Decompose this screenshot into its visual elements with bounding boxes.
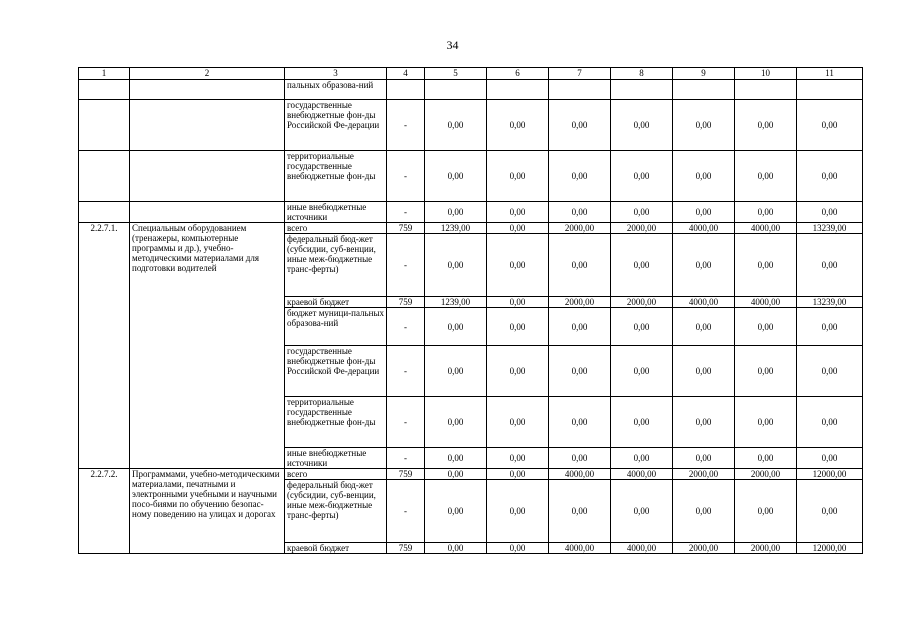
- item-code: 2.2.7.2.: [79, 469, 130, 554]
- name-cell: [130, 80, 285, 100]
- value-cell: 2000,00: [735, 469, 797, 480]
- source-cell: территориальные государственные внебюджетные фон-ды: [285, 397, 387, 448]
- kbk-cell: 759: [387, 469, 425, 480]
- value-cell: 0,00: [611, 480, 673, 543]
- table-row: [79, 469, 863, 480]
- value-cell: 12000,00: [797, 469, 863, 480]
- source-cell: государственные внебюджетные фон-ды Российской Фе-дерации: [285, 346, 387, 397]
- value-cell: 0,00: [611, 397, 673, 448]
- column-header: 8: [611, 68, 673, 80]
- name-cell: [130, 202, 285, 223]
- value-cell: 0,00: [673, 308, 735, 346]
- value-cell: 0,00: [673, 151, 735, 202]
- source-cell: краевой бюджет: [285, 297, 387, 308]
- value-cell: 4000,00: [549, 543, 611, 554]
- value-cell: 0,00: [549, 346, 611, 397]
- item-code: 2.2.7.1.: [79, 223, 130, 469]
- value-cell: 0,00: [425, 100, 487, 151]
- source-cell: бюджет муници-пальных образова-ний: [285, 308, 387, 346]
- value-cell: 0,00: [611, 448, 673, 469]
- value-cell: 0,00: [735, 480, 797, 543]
- kbk-cell: -: [387, 151, 425, 202]
- header-row: [79, 68, 863, 80]
- source-cell: краевой бюджет: [285, 543, 387, 554]
- kbk-cell: -: [387, 448, 425, 469]
- value-cell: 0,00: [797, 308, 863, 346]
- value-cell: 0,00: [673, 480, 735, 543]
- kbk-cell: -: [387, 100, 425, 151]
- value-cell: 0,00: [425, 346, 487, 397]
- value-cell: 0,00: [549, 202, 611, 223]
- page-number: 34: [446, 38, 459, 52]
- source-cell: федеральный бюд-жет (субсидии, суб-венции, иные меж-бюджетные транс-ферты): [285, 234, 387, 297]
- value-cell: 0,00: [549, 397, 611, 448]
- value-cell: 0,00: [735, 100, 797, 151]
- value-cell: 2000,00: [611, 297, 673, 308]
- value-cell: 0,00: [549, 151, 611, 202]
- value-cell: 2000,00: [549, 223, 611, 234]
- table-row: [79, 80, 863, 100]
- value-cell: 0,00: [487, 448, 549, 469]
- name-cell: [130, 100, 285, 151]
- value-cell: 0,00: [425, 202, 487, 223]
- value-cell: 4000,00: [673, 223, 735, 234]
- kbk-cell: 759: [387, 297, 425, 308]
- value-cell: 0,00: [487, 397, 549, 448]
- source-cell: иные внебюджетные источники: [285, 202, 387, 223]
- column-header: 6: [487, 68, 549, 80]
- value-cell: 0,00: [549, 480, 611, 543]
- value-cell: 0,00: [487, 234, 549, 297]
- value-cell: 2000,00: [611, 223, 673, 234]
- source-cell: иные внебюджетные источники: [285, 448, 387, 469]
- value-cell: 0,00: [425, 543, 487, 554]
- value-cell: 0,00: [735, 308, 797, 346]
- column-header: 1: [79, 68, 130, 80]
- table-row: [79, 202, 863, 223]
- kbk-cell: -: [387, 397, 425, 448]
- value-cell: 0,00: [487, 308, 549, 346]
- value-cell: 0,00: [611, 308, 673, 346]
- value-cell: 0,00: [797, 448, 863, 469]
- kbk-cell: -: [387, 308, 425, 346]
- value-cell: 0,00: [487, 346, 549, 397]
- value-cell: 12000,00: [797, 543, 863, 554]
- value-cell: 0,00: [549, 234, 611, 297]
- value-cell: 4000,00: [735, 223, 797, 234]
- column-header: 7: [549, 68, 611, 80]
- value-cell: 0,00: [487, 151, 549, 202]
- source-cell: территориальные государственные внебюджетные фон-ды: [285, 151, 387, 202]
- source-cell: федеральный бюд-жет (субсидии, суб-венции, иные меж-бюджетные транс-ферты): [285, 480, 387, 543]
- value-cell: 0,00: [673, 100, 735, 151]
- value-cell: 0,00: [425, 308, 487, 346]
- value-cell: 0,00: [487, 480, 549, 543]
- value-cell: 0,00: [487, 223, 549, 234]
- value-cell: 0,00: [549, 448, 611, 469]
- source-cell: всего: [285, 469, 387, 480]
- value-cell: [425, 80, 487, 100]
- value-cell: 0,00: [611, 151, 673, 202]
- value-cell: 0,00: [611, 100, 673, 151]
- value-cell: 0,00: [673, 448, 735, 469]
- value-cell: 0,00: [797, 151, 863, 202]
- kbk-cell: -: [387, 480, 425, 543]
- value-cell: 0,00: [735, 346, 797, 397]
- value-cell: 0,00: [425, 397, 487, 448]
- value-cell: [735, 80, 797, 100]
- value-cell: [611, 80, 673, 100]
- value-cell: 0,00: [735, 234, 797, 297]
- value-cell: 0,00: [487, 202, 549, 223]
- column-header: 4: [387, 68, 425, 80]
- column-header: 5: [425, 68, 487, 80]
- kbk-cell: 759: [387, 543, 425, 554]
- value-cell: 0,00: [735, 397, 797, 448]
- value-cell: 0,00: [673, 346, 735, 397]
- column-header: 2: [130, 68, 285, 80]
- kbk-cell: -: [387, 234, 425, 297]
- value-cell: 4000,00: [611, 469, 673, 480]
- value-cell: 0,00: [611, 202, 673, 223]
- source-cell: всего: [285, 223, 387, 234]
- column-header: 11: [797, 68, 863, 80]
- value-cell: 0,00: [797, 202, 863, 223]
- column-header: 3: [285, 68, 387, 80]
- value-cell: 0,00: [487, 100, 549, 151]
- value-cell: 1239,00: [425, 297, 487, 308]
- value-cell: 0,00: [797, 346, 863, 397]
- source-cell: пальных образова-ний: [285, 80, 387, 100]
- table-row: [79, 151, 863, 202]
- value-cell: 0,00: [611, 234, 673, 297]
- code-cell: [79, 202, 130, 223]
- source-cell: государственные внебюджетные фон-ды Российской Фе-дерации: [285, 100, 387, 151]
- value-cell: 0,00: [425, 151, 487, 202]
- value-cell: 1239,00: [425, 223, 487, 234]
- item-name: Программами, учебно-методическими материалами, печатными и электронными учебными и научными посо-биями по обучению безопас-ному поведению на улицах и дорогах: [130, 469, 285, 554]
- value-cell: 0,00: [549, 308, 611, 346]
- value-cell: [549, 80, 611, 100]
- value-cell: 4000,00: [735, 297, 797, 308]
- column-header: 10: [735, 68, 797, 80]
- value-cell: 2000,00: [735, 543, 797, 554]
- value-cell: 13239,00: [797, 297, 863, 308]
- value-cell: [797, 80, 863, 100]
- kbk-cell: -: [387, 202, 425, 223]
- value-cell: [673, 80, 735, 100]
- value-cell: 0,00: [549, 100, 611, 151]
- code-cell: [79, 151, 130, 202]
- value-cell: 0,00: [425, 234, 487, 297]
- value-cell: 2000,00: [549, 297, 611, 308]
- name-cell: [130, 151, 285, 202]
- value-cell: 0,00: [673, 202, 735, 223]
- value-cell: 2000,00: [673, 543, 735, 554]
- item-name: Специальным оборудованием (тренажеры, компьютерные программы и др.), учебно-методическими материалами для подготовки водителей: [130, 223, 285, 469]
- value-cell: [487, 80, 549, 100]
- value-cell: 4000,00: [611, 543, 673, 554]
- value-cell: 0,00: [425, 480, 487, 543]
- value-cell: 0,00: [735, 448, 797, 469]
- value-cell: 4000,00: [549, 469, 611, 480]
- value-cell: 13239,00: [797, 223, 863, 234]
- code-cell: [79, 100, 130, 151]
- value-cell: 0,00: [797, 234, 863, 297]
- value-cell: 0,00: [487, 297, 549, 308]
- value-cell: 0,00: [797, 480, 863, 543]
- kbk-cell: 759: [387, 223, 425, 234]
- value-cell: 0,00: [735, 202, 797, 223]
- value-cell: 0,00: [487, 543, 549, 554]
- code-cell: [79, 80, 130, 100]
- table-row: [79, 100, 863, 151]
- value-cell: 2000,00: [673, 469, 735, 480]
- value-cell: 0,00: [735, 151, 797, 202]
- value-cell: 0,00: [673, 397, 735, 448]
- kbk-cell: -: [387, 346, 425, 397]
- value-cell: 0,00: [797, 100, 863, 151]
- value-cell: 0,00: [611, 346, 673, 397]
- column-header: 9: [673, 68, 735, 80]
- value-cell: 0,00: [425, 448, 487, 469]
- value-cell: 0,00: [797, 397, 863, 448]
- value-cell: 0,00: [673, 234, 735, 297]
- budget-table: [78, 67, 863, 554]
- value-cell: 0,00: [487, 469, 549, 480]
- value-cell: 0,00: [425, 469, 487, 480]
- value-cell: 4000,00: [673, 297, 735, 308]
- kbk-cell: [387, 80, 425, 100]
- table-row: [79, 223, 863, 234]
